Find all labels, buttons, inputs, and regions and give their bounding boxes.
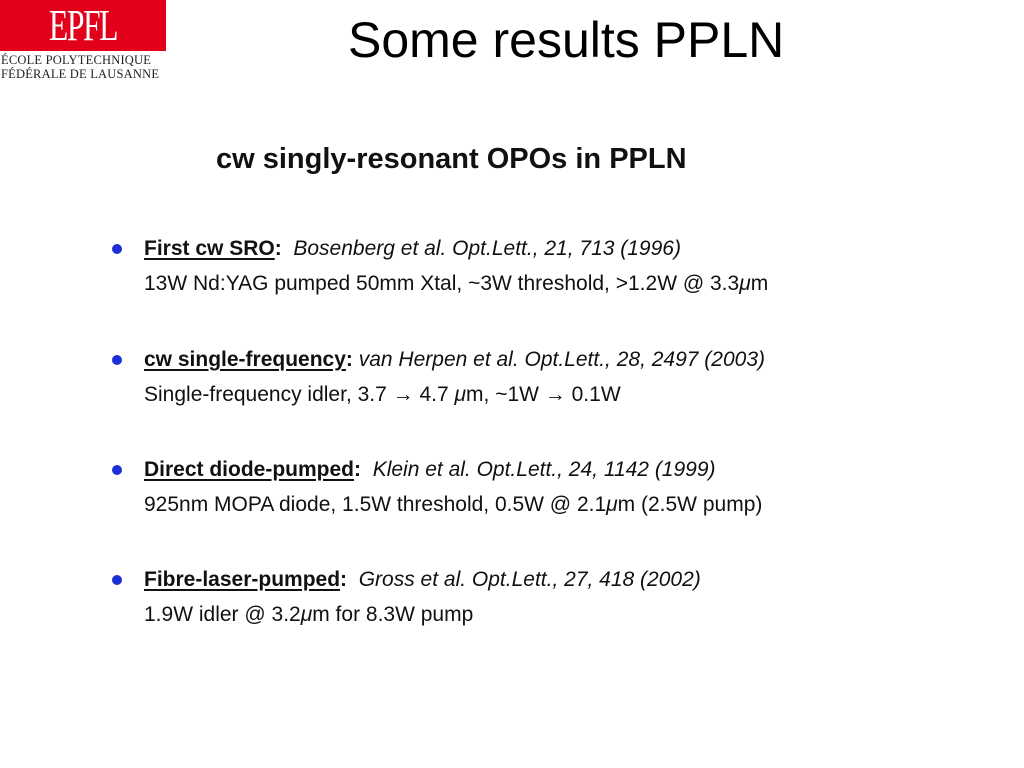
item-heading: Fibre-laser-pumped: Gross et al. Opt.Lett., 27, 418 (2002) <box>144 568 701 591</box>
bullet-dot-icon <box>112 244 122 254</box>
logo-text-line-2: FÉDÉRALE DE LAUSANNE <box>1 67 160 81</box>
item-heading: cw single-frequency: van Herpen et al. Opt.Lett., 28, 2497 (2003) <box>144 348 765 371</box>
bullet-dot-icon <box>112 355 122 365</box>
item-detail: Single-frequency idler, 3.7 → 4.7 μm, ~1W → 0.1W <box>144 383 621 406</box>
bullet-dot-icon <box>112 575 122 585</box>
bullet-dot-icon <box>112 465 122 475</box>
item-heading: Direct diode-pumped: Klein et al. Opt.Lett., 24, 1142 (1999) <box>144 458 716 481</box>
item-detail: 13W Nd:YAG pumped 50mm Xtal, ~3W threshold, >1.2W @ 3.3μm <box>144 272 769 295</box>
item-reference: Klein et al. Opt.Lett., 24, 1142 (1999) <box>372 458 716 481</box>
item-reference: van Herpen et al. Opt.Lett., 28, 2497 (2003) <box>358 348 765 371</box>
item-label: cw single-frequency <box>144 348 346 371</box>
item-reference: Gross et al. Opt.Lett., 27, 418 (2002) <box>358 568 701 591</box>
item-label: First cw SRO <box>144 237 275 260</box>
item-detail: 925nm MOPA diode, 1.5W threshold, 0.5W @ 2.1μm (2.5W pump) <box>144 493 763 516</box>
slide-subtitle: cw singly-resonant OPOs in PPLN <box>216 143 687 175</box>
item-heading: First cw SRO: Bosenberg et al. Opt.Lett., 21, 713 (1996) <box>144 237 681 260</box>
item-detail: 1.9W idler @ 3.2μm for 8.3W pump <box>144 603 474 626</box>
slide-title: Some results PPLN <box>348 12 785 68</box>
item-label: Direct diode-pumped <box>144 458 355 481</box>
item-reference: Bosenberg et al. Opt.Lett., 21, 713 (1996) <box>293 237 681 260</box>
logo-text-line-1: ÉCOLE POLYTECHNIQUE <box>1 53 152 67</box>
item-label: Fibre-laser-pumped <box>144 568 341 591</box>
logo-wordmark: EPFL <box>48 1 118 50</box>
